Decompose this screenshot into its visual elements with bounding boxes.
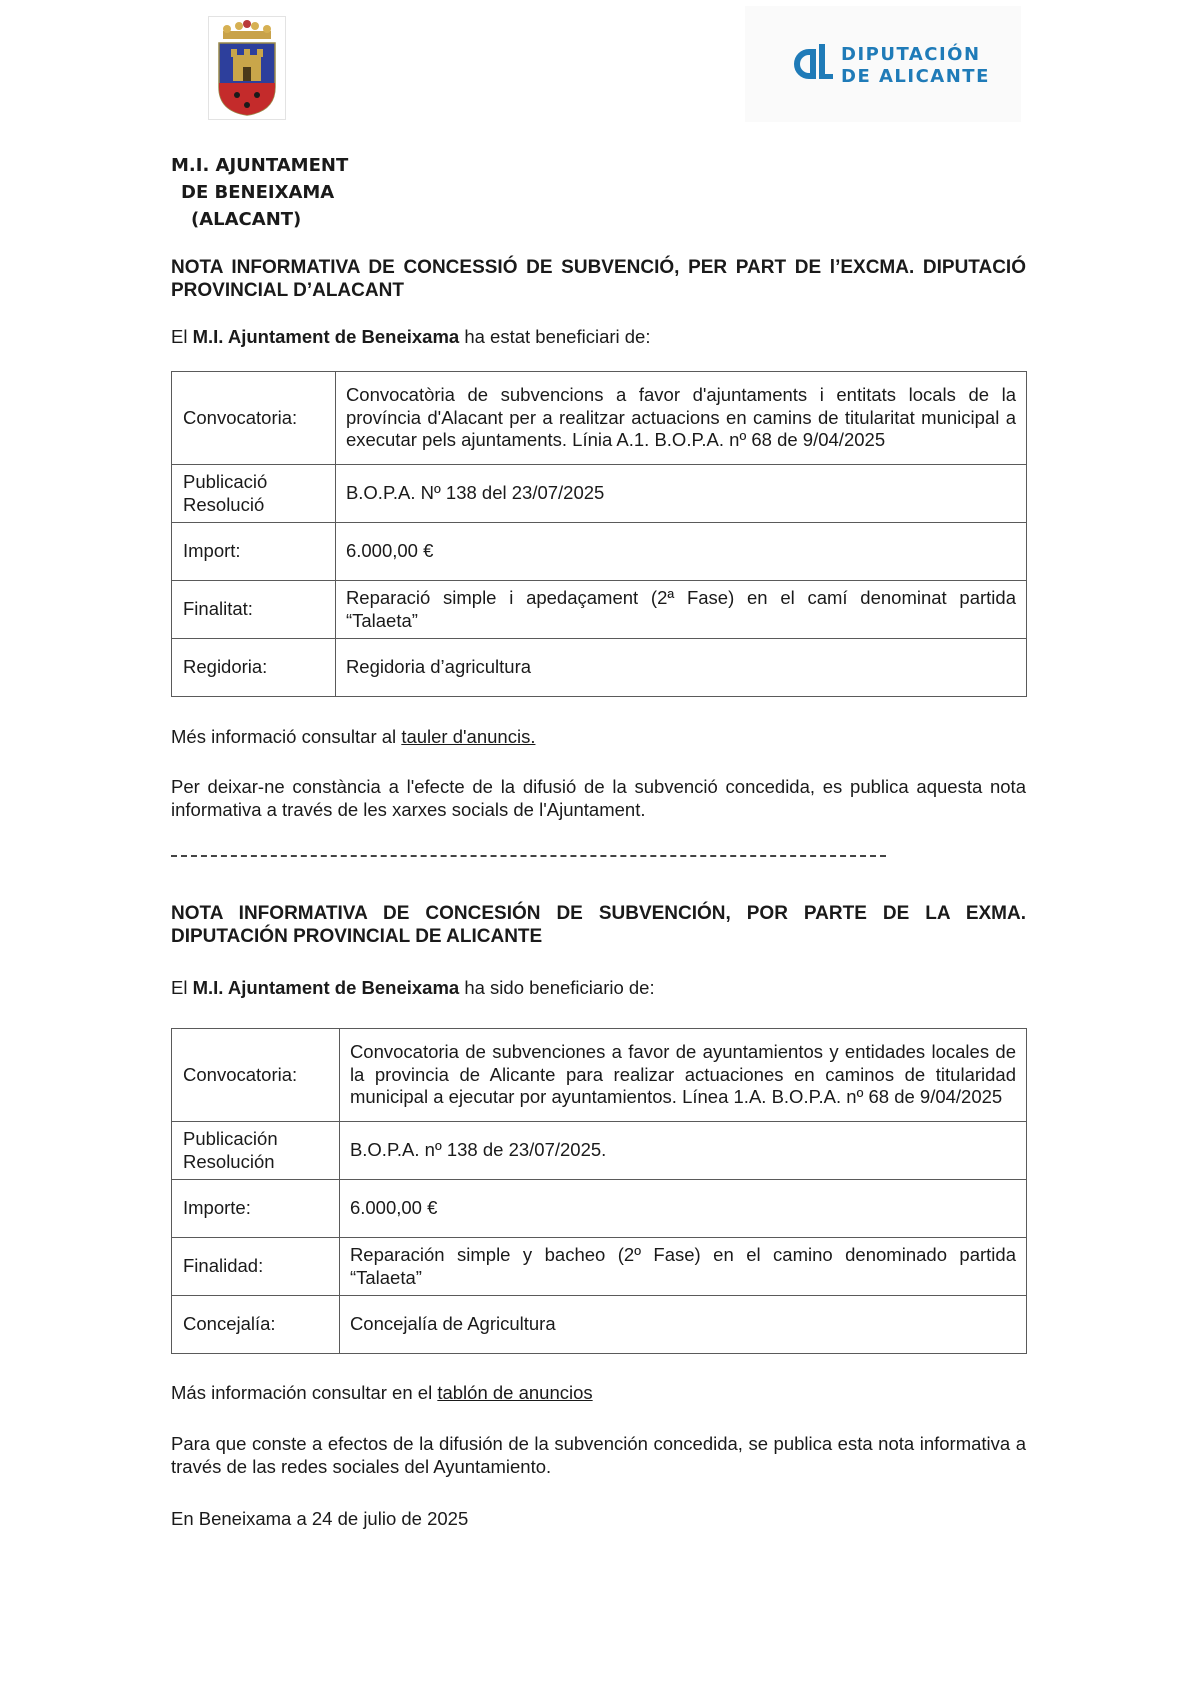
info-table-castellano <box>171 1028 1027 1354</box>
coat-of-arms-icon <box>208 16 286 120</box>
row-value: B.O.P.A. Nº 138 del 23/07/2025 <box>335 465 1026 523</box>
intro-castellano <box>171 976 1026 999</box>
intro-text: El <box>171 977 193 998</box>
intro-text: ha estat beneficiari de: <box>459 326 651 347</box>
heading-castellano: NOTA INFORMATIVA DE CONCESIÓN DE SUBVENCIÓN, POR PARTE DE LA EXMA. DIPUTACIÓN PROVINCIAL DE ALICANTE <box>171 903 1026 947</box>
intro-text: El <box>171 326 193 347</box>
row-value: Regidoria d’agricultura <box>335 639 1026 697</box>
notice-board-link[interactable]: tauler d'anuncis. <box>401 726 536 747</box>
closing-valenciano: Per deixar-ne constància a l'efecte de la difusió de la subvenció concedida, es publica aquesta nota informativa a través de les xarxes socials de l'Ajuntament. <box>171 776 1026 820</box>
table-row <box>172 465 1027 523</box>
table-row <box>172 581 1027 639</box>
row-value: Reparación simple y bacheo (2º Fase) en el camino denominado partida “Talaeta” <box>339 1238 1026 1296</box>
row-label: Finalitat: <box>172 581 336 639</box>
table-row <box>172 1180 1027 1238</box>
intro-bold: M.I. Ajuntament de Beneixama <box>192 977 460 998</box>
row-label: Convocatoria: <box>172 372 336 465</box>
more-info-castellano <box>171 1381 1026 1404</box>
row-label: Publicació Resolució <box>172 465 336 523</box>
closing-castellano: Para que conste a efectos de la difusión de la subvención concedida, se publica esta nota informativa a través de las redes sociales del Ayuntamiento. <box>171 1433 1026 1477</box>
row-value: Concejalía de Agricultura <box>339 1296 1026 1354</box>
row-value: Reparació simple i apedaçament (2ª Fase) en el camí denominat partida “Talaeta” <box>335 581 1026 639</box>
notice-board-link[interactable]: tablón de anuncios <box>437 1382 593 1403</box>
row-label: Publicación Resolución <box>172 1122 340 1180</box>
row-value: 6.000,00 € <box>339 1180 1026 1238</box>
table-row <box>172 1122 1027 1180</box>
more-info-valenciano <box>171 725 1026 748</box>
row-label: Importe: <box>172 1180 340 1238</box>
row-value: 6.000,00 € <box>335 523 1026 581</box>
row-label: Regidoria: <box>172 639 336 697</box>
table-row <box>172 1238 1027 1296</box>
table-row <box>172 372 1027 465</box>
row-label: Concejalía: <box>172 1296 340 1354</box>
table-row <box>172 523 1027 581</box>
intro-valenciano <box>171 325 1026 348</box>
row-label: Convocatoria: <box>172 1029 340 1122</box>
diputacion-logo <box>745 6 1021 122</box>
table-row <box>172 1296 1027 1354</box>
council-name <box>171 152 348 233</box>
row-value: Convocatòria de subvencions a favor d'ajuntaments i entitats locals de la província d'Alacant per a realitzar actuacions en camins de titularitat municipal a executar pels ajuntaments. Línia A.1. B.O.P.A. nº 68 de 9/04/2025 <box>335 372 1026 465</box>
more-info-text: Más información consultar en el <box>171 1382 438 1403</box>
row-label: Import: <box>172 523 336 581</box>
table-row <box>172 1029 1027 1122</box>
row-value: B.O.P.A. nº 138 de 23/07/2025. <box>339 1122 1026 1180</box>
row-value: Convocatoria de subvenciones a favor de ayuntamientos y entidades locales de la provincia de Alicante para realizar actuaciones en caminos de titularidad municipal a ejecutar por ayuntamientos. Línea 1.A. B.O.P.A. nº 68 de 9/04/2025 <box>339 1029 1026 1122</box>
info-table-valenciano <box>171 371 1027 697</box>
table-row <box>172 639 1027 697</box>
row-label: Finalidad: <box>172 1238 340 1296</box>
heading-valenciano: NOTA INFORMATIVA DE CONCESSIÓ DE SUBVENCIÓ, PER PART DE l’EXCMA. DIPUTACIÓ PROVINCIAL D’ALACANT <box>171 257 1026 301</box>
logo-line-1: DIPUTACIÓN <box>841 44 981 65</box>
logo-line-2: DE ALICANTE <box>841 66 990 87</box>
intro-bold: M.I. Ajuntament de Beneixama <box>192 326 460 347</box>
diputacion-mark-icon <box>789 42 835 88</box>
council-line-1: M.I. AJUNTAMENT <box>171 155 349 176</box>
more-info-text: Més informació consultar al <box>171 726 402 747</box>
intro-text: ha sido beneficiario de: <box>459 977 655 998</box>
council-line-3: (ALACANT) <box>191 209 302 230</box>
council-line-2: DE BENEIXAMA <box>181 182 335 203</box>
date-line: En Beneixama a 24 de julio de 2025 <box>171 1508 469 1529</box>
section-divider <box>171 855 886 857</box>
